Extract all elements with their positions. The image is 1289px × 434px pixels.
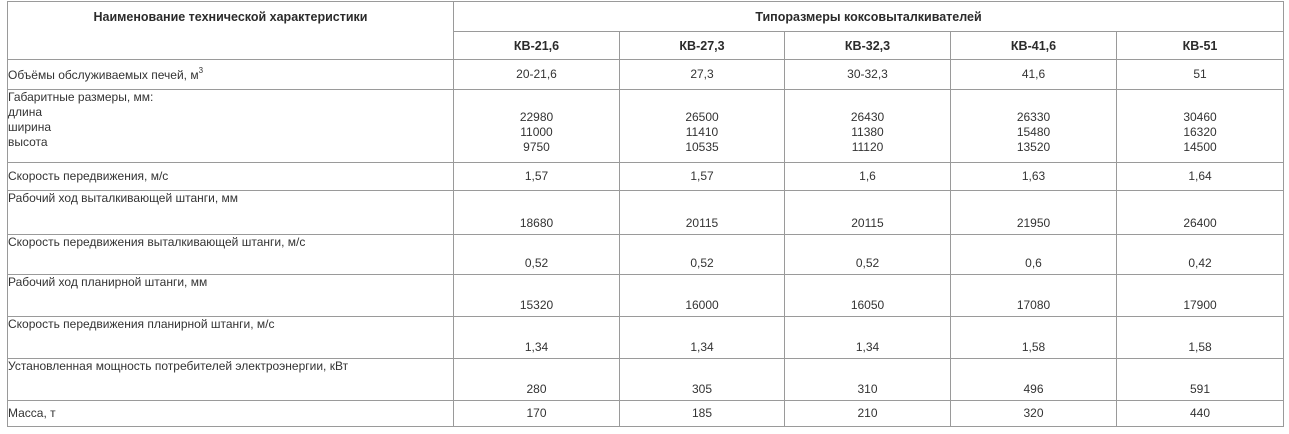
cell-value: 26400: [1117, 191, 1284, 235]
cell-value: 305: [620, 359, 785, 401]
cell-length: 26430: [850, 110, 885, 124]
cell-value: 1,34: [785, 317, 951, 359]
cell-dimensions: [620, 90, 785, 163]
cell-value: 21950: [951, 191, 1117, 235]
cell-value: 51: [1117, 60, 1284, 90]
cell-value: 210: [785, 401, 951, 427]
cell-value: 1,34: [620, 317, 785, 359]
cell-width: 11410: [685, 125, 719, 139]
dimensions-label: Габаритные размеры, мм:: [8, 90, 154, 104]
cell-value: 1,57: [454, 163, 620, 191]
cell-value: 440: [1117, 401, 1284, 427]
row-pusher-stroke: [8, 191, 1284, 235]
row-label: Рабочий ход выталкивающей штанги, мм: [8, 191, 454, 235]
row-label: [8, 90, 454, 163]
row-furnace-volume: [8, 60, 1284, 90]
header-model-group: Типоразмеры коксовыталкивателей: [454, 2, 1284, 32]
header-model-kv-51: КВ-51: [1117, 32, 1284, 60]
header-model-kv-21-6: КВ-21,6: [454, 32, 620, 60]
cell-length: 22980: [519, 110, 554, 124]
cell-value: 30-32,3: [785, 60, 951, 90]
cell-dimensions: [1117, 90, 1284, 163]
cell-value: 1,63: [951, 163, 1117, 191]
cell-value: 1,58: [951, 317, 1117, 359]
cell-length: 26500: [685, 110, 719, 124]
cell-value: 1,6: [785, 163, 951, 191]
cell-value: 20-21,6: [454, 60, 620, 90]
row-travel-speed: [8, 163, 1284, 191]
header-row-group: [8, 2, 1284, 32]
row-label: Установленная мощность потребителей электроэнергии, кВт: [8, 359, 454, 401]
cell-value: 0,52: [454, 235, 620, 275]
row-label: Скорость передвижения планирной штанги, м/с: [8, 317, 454, 359]
cell-height: 11120: [851, 140, 884, 154]
specifications-table: [7, 1, 1284, 427]
cell-length: 30460: [1183, 110, 1217, 124]
row-label: Скорость передвижения выталкивающей штанги, м/с: [8, 235, 454, 275]
cell-value: 20115: [785, 191, 951, 235]
cell-height: 13520: [1016, 140, 1051, 154]
cell-value: 0,42: [1117, 235, 1284, 275]
cell-value: 1,58: [1117, 317, 1284, 359]
row-pusher-speed: [8, 235, 1284, 275]
cell-height: 14500: [1183, 140, 1217, 154]
cell-value: 496: [951, 359, 1117, 401]
cell-value: 1,34: [454, 317, 620, 359]
volume-unit-exponent: 3: [198, 66, 204, 75]
cell-height: 9750: [523, 140, 550, 154]
cell-value: 17900: [1117, 275, 1284, 317]
volume-label: Объёмы обслуживаемых печей, м: [8, 68, 199, 82]
cell-value: 1,57: [620, 163, 785, 191]
cell-value: 16000: [620, 275, 785, 317]
cell-height: 10535: [685, 140, 719, 154]
cell-width: 11380: [851, 125, 884, 139]
header-model-kv-32-3: КВ-32,3: [785, 32, 951, 60]
dimensions-width-label: ширина: [8, 120, 52, 134]
cell-value: 27,3: [620, 60, 785, 90]
cell-value: 0,52: [785, 235, 951, 275]
row-label: Рабочий ход планирной штанги, мм: [8, 275, 454, 317]
row-installed-power: [8, 359, 1284, 401]
row-label: Скорость передвижения, м/с: [8, 163, 454, 191]
cell-value: 320: [951, 401, 1117, 427]
cell-value: 591: [1117, 359, 1284, 401]
cell-dimensions: [951, 90, 1117, 163]
cell-value: 280: [454, 359, 620, 401]
header-characteristic-name: Наименование технической характеристики: [8, 2, 454, 60]
header-model-kv-27-3: КВ-27,3: [620, 32, 785, 60]
header-model-kv-41-6: КВ-41,6: [951, 32, 1117, 60]
row-overall-dimensions: [8, 90, 1284, 163]
row-label: [8, 60, 454, 90]
cell-value: 15320: [454, 275, 620, 317]
cell-value: 16050: [785, 275, 951, 317]
row-leveler-stroke: [8, 275, 1284, 317]
cell-dimensions: [454, 90, 620, 163]
cell-value: 41,6: [951, 60, 1117, 90]
cell-value: 0,52: [620, 235, 785, 275]
cell-value: 185: [620, 401, 785, 427]
cell-width: 11000: [520, 125, 553, 139]
cell-value: 17080: [951, 275, 1117, 317]
cell-value: 18680: [454, 191, 620, 235]
cell-value: 0,6: [951, 235, 1117, 275]
row-label: Масса, т: [8, 401, 454, 427]
row-leveler-speed: [8, 317, 1284, 359]
row-mass: [8, 401, 1284, 427]
dimensions-height-label: высота: [8, 135, 48, 149]
dimensions-length-label: длина: [8, 105, 43, 119]
cell-value: 170: [454, 401, 620, 427]
cell-width: 15480: [1016, 125, 1051, 139]
cell-value: 20115: [620, 191, 785, 235]
cell-length: 26330: [1016, 110, 1051, 124]
cell-width: 16320: [1183, 125, 1217, 139]
cell-dimensions: [785, 90, 951, 163]
cell-value: 310: [785, 359, 951, 401]
cell-value: 1,64: [1117, 163, 1284, 191]
